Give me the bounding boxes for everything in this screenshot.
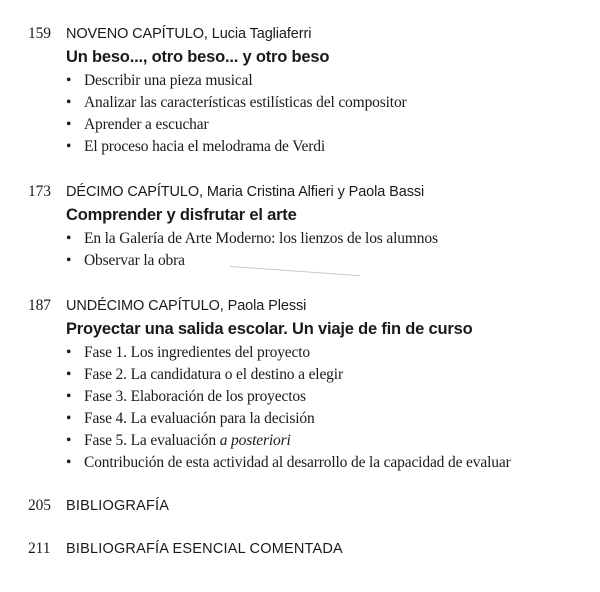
list-item: • Fase 4. La evaluación para la decisión bbox=[66, 408, 594, 430]
list-item: • Analizar las características estilísticas del compositor bbox=[66, 92, 594, 114]
page-number: 159 bbox=[28, 25, 51, 42]
list-item: • Fase 5. La evaluación a posteriori bbox=[66, 430, 594, 452]
section-label: BIBLIOGRAFÍA ESENCIAL COMENTADA bbox=[66, 541, 343, 557]
chapter-label: UNDÉCIMO CAPÍTULO, bbox=[66, 298, 224, 314]
chapter-authors: Lucia Tagliaferri bbox=[207, 26, 312, 42]
bibliography-entry bbox=[28, 497, 169, 515]
list-item: • Observar la obra bbox=[66, 250, 594, 272]
bullet-icon: • bbox=[66, 94, 72, 111]
chapter-title: Proyectar una salida escolar. Un viaje de fin de curso bbox=[66, 320, 473, 338]
page-number: 187 bbox=[28, 297, 51, 314]
list-item: • Fase 2. La candidatura o el destino a elegir bbox=[66, 364, 594, 386]
chapter-authors: Paola Plessi bbox=[223, 298, 307, 314]
page-number: 205 bbox=[28, 497, 51, 514]
section-list bbox=[66, 342, 594, 474]
page-number: 173 bbox=[28, 183, 51, 200]
bullet-icon: • bbox=[66, 344, 72, 361]
bullet-icon: • bbox=[66, 116, 72, 133]
list-item: • Fase 1. Los ingredientes del proyecto bbox=[66, 342, 594, 364]
list-item: • Fase 3. Elaboración de los proyectos bbox=[66, 386, 594, 408]
bullet-icon: • bbox=[66, 454, 72, 471]
section-list bbox=[66, 228, 594, 272]
chapter-label: NOVENO CAPÍTULO, bbox=[66, 26, 208, 42]
italic-term: a posteriori bbox=[219, 432, 291, 449]
section-list bbox=[66, 70, 594, 158]
chapter-9 bbox=[28, 25, 594, 158]
chapter-heading bbox=[28, 297, 594, 315]
bullet-icon: • bbox=[66, 410, 72, 427]
section-label: BIBLIOGRAFÍA bbox=[66, 498, 170, 514]
annotated-bibliography-entry bbox=[28, 540, 343, 558]
chapter-10 bbox=[28, 183, 594, 272]
bullet-icon: • bbox=[66, 230, 72, 247]
chapter-authors: Maria Cristina Alfieri y Paola Bassi bbox=[202, 184, 425, 200]
chapter-title: Comprender y disfrutar el arte bbox=[66, 206, 297, 224]
chapter-11 bbox=[28, 297, 594, 474]
chapter-title: Un beso..., otro beso... y otro beso bbox=[66, 48, 330, 66]
bullet-icon: • bbox=[66, 138, 72, 155]
bullet-icon: • bbox=[66, 366, 72, 383]
list-item: • Contribución de esta actividad al desarrollo de la capacidad de evaluar bbox=[66, 452, 594, 474]
chapter-heading bbox=[28, 25, 594, 43]
list-item: • El proceso hacia el melodrama de Verdi bbox=[66, 136, 594, 158]
page-number: 211 bbox=[28, 540, 51, 557]
bullet-icon: • bbox=[66, 388, 72, 405]
list-item: • En la Galería de Arte Moderno: los lienzos de los alumnos bbox=[66, 228, 594, 250]
chapter-label: DÉCIMO CAPÍTULO, bbox=[66, 184, 203, 200]
chapter-heading bbox=[28, 183, 594, 201]
list-item: • Describir una pieza musical bbox=[66, 70, 594, 92]
bullet-icon: • bbox=[66, 252, 72, 269]
bullet-icon: • bbox=[66, 432, 72, 449]
list-item: • Aprender a escuchar bbox=[66, 114, 594, 136]
bullet-icon: • bbox=[66, 72, 72, 89]
